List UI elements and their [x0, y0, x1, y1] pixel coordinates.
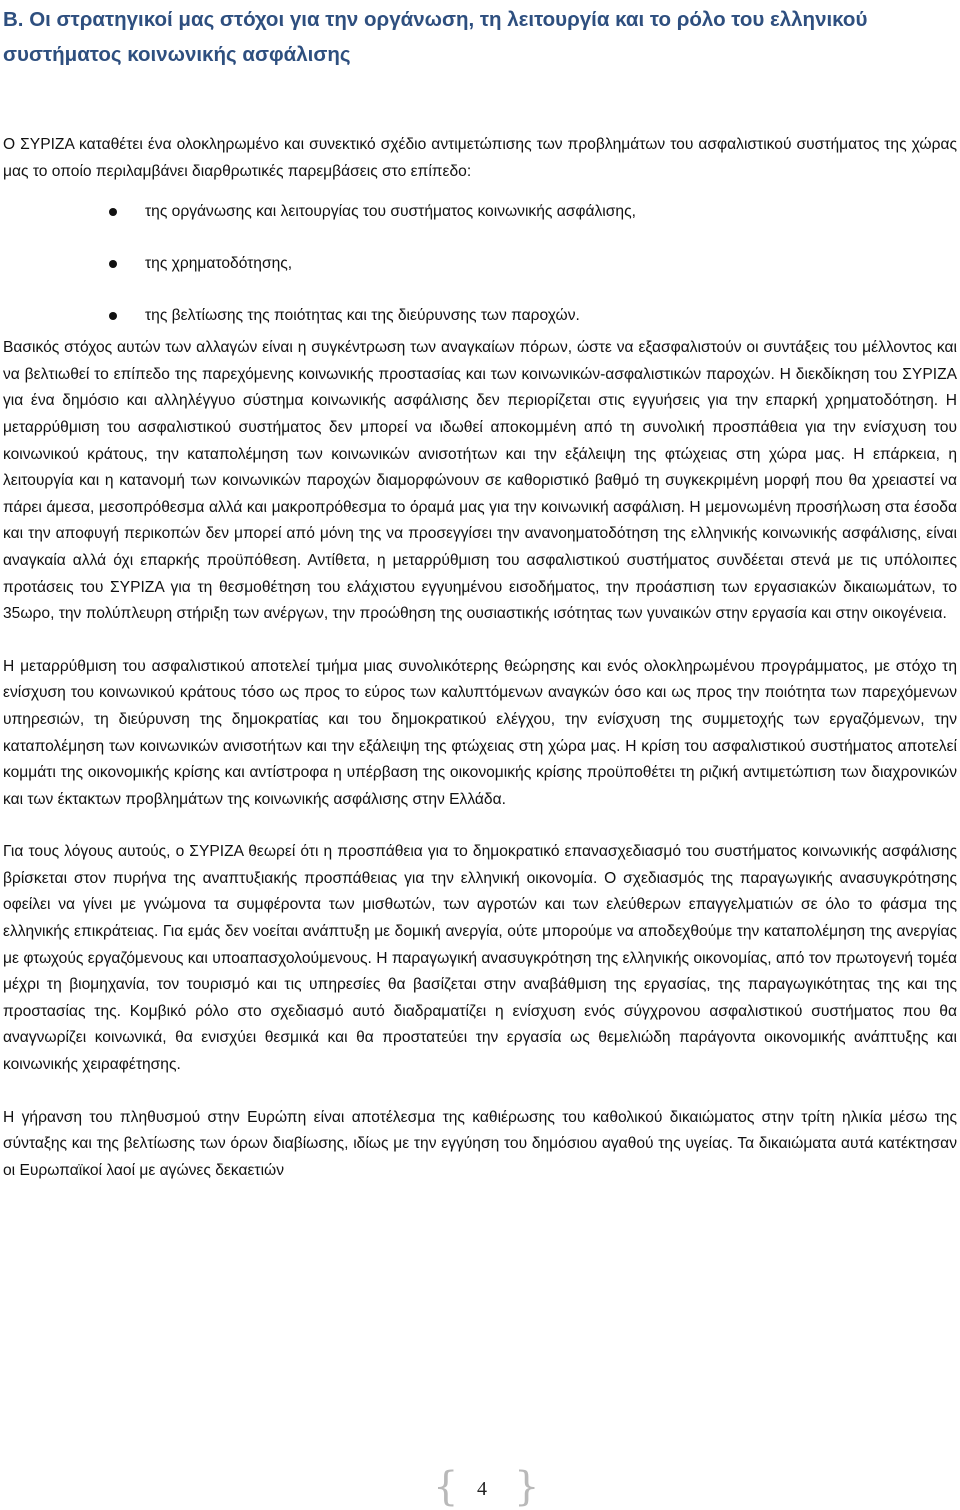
bullet-text: της χρηματοδότησης,: [145, 255, 293, 273]
bullet-text: της βελτίωσης της ποιότητας και της διεύρυνσης των παροχών.: [145, 307, 580, 325]
bullet-item: [3, 251, 957, 277]
body-paragraph: Βασικός στόχος αυτών των αλλαγών είναι η συγκέντρωση των αναγκαίων πόρων, ώστε να εξασφαλιστούν οι συντάξεις του μέλλοντος και να βελτιωθεί το επίπεδο της παρεχόμενης κοινωνικής προστασίας και των κοινωνικών-ασφαλιστικών παροχών. Η διεκδίκηση του ΣΥΡΙΖΑ για ένα δημόσιο και αλληλέγγυο σύστημα κοινωνικής ασφάλισης δεν περιορίζεται στις εγγυήσεις για την επαρκή χρηματοδότηση. Η μεταρρύθμιση του ασφαλιστικού συστήματος δεν μπορεί να ιδωθεί αποκομμένη από τη συνολική προσπάθεια για την ενίσχυση του κοινωνικού κράτους, την καταπολέμηση των κοινωνικών ανισοτήτων και την εξάλειψη της φτώχειας στη χώρα μας. Η επάρκεια, η λειτουργία και η κατανομή των κοινωνικών παροχών διαμορφώνουν σε καθοριστικό βαθμό τη συγκεκριμένη μορφή που θα χρειαστεί να πάρει άμεσα, μεσοπρόθεσμα αλλά και μακροπρόθεσμα το όραμά μας για την κοινωνική ασφάλιση. Η μεμονωμένη προσήλωση στα έσοδα και την αποφυγή περικοπών δεν μπορεί από μόνη της να προσεγγίσει την ανανοηματοδότηση της ελληνικής κοινωνικής ασφάλισης, είναι αναγκαία αλλά όχι επαρκής προϋπόθεση. Αντίθετα, η μεταρρύθμιση του ασφαλιστικού συστήματος συνδέεται στενά με τις υπόλοιπες προτάσεις του ΣΥΡΙΖΑ για τη θεσμοθέτηση του ελάχιστου εγγυημένου εισοδήματος, την προάσπιση των εργασιακών δικαιωμάτων, το 35ωρο, την πολύπλευρη στήριξη των ανέργων, την προώθηση της ουσιαστικής ισότητας των γυναικών στην εργασία και στην οικογένεια.: [3, 339, 957, 623]
right-brace-ornament: }: [514, 1464, 540, 1510]
bullet-icon: [109, 208, 117, 216]
bullet-icon: [109, 312, 117, 320]
body-paragraph: Η μεταρρύθμιση του ασφαλιστικού αποτελεί τμήμα μιας συνολικότερης θεώρησης και ενός ολοκληρωμένου προγράμματος, με στόχο τη ενίσχυση του κοινωνικού κράτους τόσο ως προς το εύρος των καλυπτόμενων αναγκών όσο και ως προς την ποιότητα των παρεχόμενων υπηρεσιών, τη διεύρυνση της δημοκρατίας και του δημοκρατικού ελέγχου, την ενίσχυση της συμμετοχής των εργαζόμενων, την καταπολέμηση των κοινωνικών ανισοτήτων και την εξάλειψη της φτώχειας στη χώρα μας. Η κρίση του ασφαλιστικού συστήματος αποτελεί κομμάτι της οικονομικής κρίσης και αντίστροφα η υπέρβαση της οικονομικής κρίσης προϋποθέτει τη ριζική αντιμετώπιση των διαχρονικών και των έκτακτων προβλημάτων της κοινωνικής ασφάλισης στην Ελλάδα.: [3, 657, 957, 808]
bullet-text: της οργάνωσης και λειτουργίας του συστήματος κοινωνικής ασφάλισης,: [145, 203, 636, 221]
left-brace-ornament: {: [433, 1464, 459, 1510]
bullet-item: [3, 303, 957, 329]
document-page: [3, 0, 957, 1184]
section-heading: Β. Οι στρατηγικοί μας στόχοι για την οργάνωση, τη λειτουργία και το ρόλο του ελληνικού συστήματος κοινωνικής ασφάλισης: [3, 8, 868, 66]
intro-paragraph: Ο ΣΥΡΙΖΑ καταθέτει ένα ολοκληρωμένο και συνεκτικό σχέδιο αντιμετώπισης των προβλημάτων του ασφαλιστικού συστήματος της χώρας μας το οποίο περιλαμβάνει διαρθρωτικές παρεμβάσεις στο επίπεδο:: [3, 136, 957, 180]
bullet-list: [3, 199, 957, 329]
body-paragraph: Η γήρανση του πληθυσμού στην Ευρώπη είναι αποτέλεσμα της καθιέρωσης του καθολικού δικαιώματος στην τρίτη ηλικία μέσω της σύνταξης και της βελτίωσης των όρων διαβίωσης, ιδίως με την εγγύηση του δημόσιου αγαθού της υγείας. Τα δικαιώματα αυτά κατέκτησαν οι Ευρωπαϊκοί λαοί με αγώνες δεκαετιών: [3, 1108, 957, 1179]
bullet-icon: [109, 260, 117, 268]
body-paragraph: Για τους λόγους αυτούς, ο ΣΥΡΙΖΑ θεωρεί ότι η προσπάθεια για το δημοκρατικό επανασχεδιασμό του συστήματος κοινωνικής ασφάλισης βρίσκεται στον πυρήνα της αναπτυξιακής προσπάθειας για την ελληνική οικονομία. Ο σχεδιασμός της παραγωγικής ανασυγκρότησης οφείλει να γίνει με γνώμονα τα συμφέροντα των μισθωτών, των αγροτών και των ελεύθερων επαγγελματιών σε όλο το φάσμα της ελληνικής επικράτειας. Για εμάς δεν νοείται ανάπτυξη με δομική ανεργία, ούτε μπορούμε να αποδεχθούμε την καταπολέμηση της ανεργίας με φτωχούς εργαζόμενους και υποαπασχολούμενους. Η παραγωγική ανασυγκρότηση της ελληνικής οικονομίας, από τον πρωτογενή τομέα μέχρι τη βιομηχανία, τον τουρισμό και τις υπηρεσίες θα βασίζεται στην αναβάθμιση της εργασίας, της παραγωγικότητας της και της προστασίας της. Κομβικό ρόλο στο σχεδιασμό αυτό διαδραματίζει η ενίσχυση ενός σύγχρονου ασφαλιστικού συστήματος που θα αναγνωρίζει κοινωνικά, θα ενισχύει θεσμικά και θα προστατεύει την εργασία ως θεμελιώδη παράγοντα οικονομικής ανάπτυξης και κοινωνικής χειραφέτησης.: [3, 843, 957, 1074]
page-number: 4: [477, 1478, 487, 1500]
bullet-item: [3, 199, 957, 225]
page-footer: [0, 1466, 960, 1509]
